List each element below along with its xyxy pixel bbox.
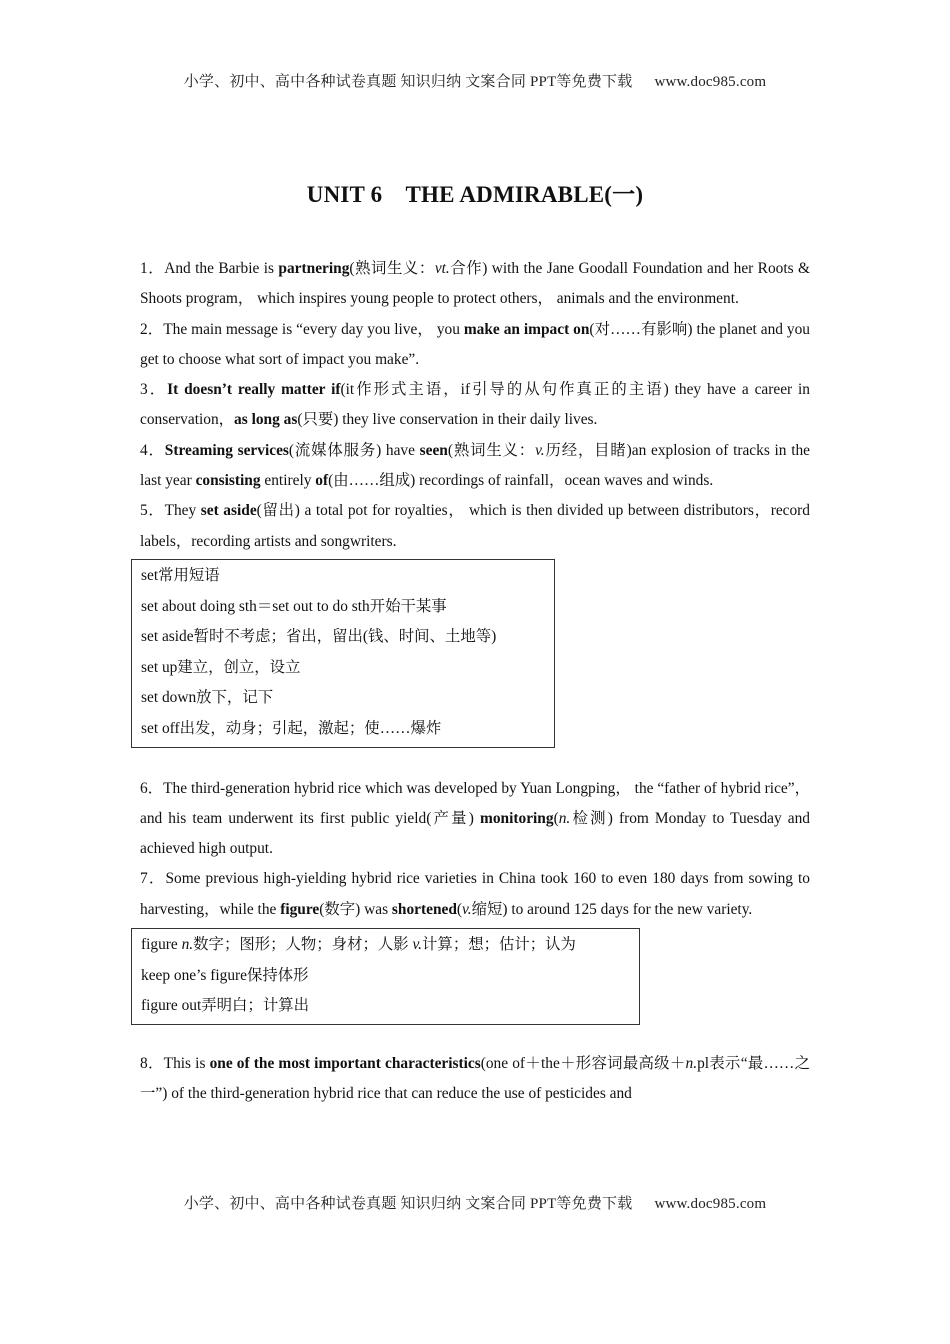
item-text: (数字) was: [319, 900, 392, 918]
item-text: The main message is “every day you live， you: [163, 320, 464, 338]
item-4: [140, 436, 810, 497]
item-number: 7．: [140, 870, 166, 888]
key-phrase: seen: [419, 441, 448, 459]
header-site: www.doc985.com: [654, 74, 767, 90]
item-text: 历经，目睹)an explosion of tracks in the last year: [140, 441, 810, 490]
item-text: (流媒体服务) have: [288, 441, 420, 459]
item-number: 1．: [140, 260, 165, 277]
item-number: 4．: [140, 441, 165, 459]
key-phrase: set aside: [200, 502, 257, 520]
item-number: 5．: [140, 502, 165, 520]
item-text: (one of＋the＋形容词最高级＋: [480, 1054, 686, 1072]
item-text: (熟词生义：: [447, 441, 536, 459]
item-text: (由……组成) recordings of rainfall，ocean waves and winds.: [328, 472, 714, 490]
key-phrase: one of the most important characteristics: [209, 1054, 481, 1072]
item-number: 6．: [140, 779, 164, 797]
item-text: This is: [163, 1054, 210, 1072]
item-text: v.: [535, 441, 545, 459]
item-text: (对……有影响) the planet and you get to choose what sort of impact you make”.: [140, 320, 810, 368]
page-title: UNIT 6 THE ADMIRABLE(一): [306, 182, 644, 207]
item-text: v.: [462, 900, 472, 918]
item-text: (: [553, 809, 559, 827]
key-phrase: It doesn’t really matter if: [167, 381, 341, 399]
item-text: (it作形式主语，if引导的从句作真正的主语) they have a career in conservation，: [140, 381, 810, 429]
item-text: 合作) with the Jane Goodall Foundation and her Roots & Shoots program， which inspires young people to protect others， animals and the environment.: [140, 260, 810, 308]
document-body: [140, 254, 810, 1109]
item-text: (只要) they live conservation in their daily lives.: [297, 411, 598, 429]
box-line: keep one’s figure保持体形: [141, 966, 309, 984]
item-text: n.: [685, 1054, 698, 1072]
item-text: They: [164, 502, 201, 520]
item-number: 2．: [140, 320, 164, 338]
item-text: (留出) a total pot for royalties， which is then divided up between distributors，record labels，recording artists and songwriters.: [140, 502, 811, 550]
key-phrase: monitoring: [480, 809, 554, 827]
key-phrase: partnering: [278, 260, 350, 277]
item-5: [140, 496, 810, 557]
header-text: 小学、初中、高中各种试卷真题 知识归纳 文案合同 PPT等免费下载: [183, 74, 633, 90]
key-phrase: of: [315, 472, 329, 490]
figure-phrases-box: [131, 928, 640, 1025]
box-line: set about doing sth＝set out to do sth开始干某事: [141, 597, 447, 615]
item-text: And the Barbie is: [164, 260, 279, 277]
box-line: set aside暂时不考虑；省出，留出(钱、时间、土地等): [141, 628, 497, 646]
item-text: n.: [558, 809, 571, 827]
key-phrase: make an impact on: [463, 320, 590, 338]
page-footer: [0, 1192, 950, 1213]
key-phrase: figure: [280, 900, 320, 918]
item-text: vt.: [434, 260, 450, 277]
item-number: 8．: [140, 1054, 164, 1072]
item-1: [140, 254, 810, 315]
item-7: [140, 864, 810, 925]
key-phrase: Streaming services: [164, 441, 289, 459]
page-header: [0, 70, 950, 91]
key-phrase: consisting: [195, 472, 261, 490]
item-text: 缩短) to around 125 days for the new variety.: [471, 900, 753, 918]
item-number: 3．: [140, 381, 168, 399]
item-6: [140, 774, 810, 865]
item-text: Some previous high-yielding hybrid rice varieties in China took 160 to even 180 days from sowing to harvesting，while the: [140, 870, 810, 918]
item-text: 检测) from Monday to Tuesday and achieved high output.: [140, 809, 810, 858]
key-phrase: as long as: [234, 411, 298, 429]
box-line: figure n.数字；图形；人物；身材；人影 v.计算；想；估计；认为: [141, 936, 576, 954]
item-text: The third-generation hybrid rice which was developed by Yuan Longping， the “father of hybrid rice”， and his team underwent its first public yield(产量): [140, 779, 810, 827]
box-line: set up建立，创立，设立: [141, 658, 301, 676]
item-text: pl表示“最……之一”) of the third-generation hybrid rice that can reduce the use of pesticides and: [140, 1054, 810, 1103]
item-8: [140, 1049, 810, 1110]
item-text: (熟词生义：: [349, 260, 435, 277]
box-line: set down放下，记下: [141, 689, 274, 707]
item-text: entirely: [260, 472, 316, 490]
item-text: (: [456, 900, 463, 918]
box-line: set off出发，动身；引起，激起；使……爆炸: [141, 719, 442, 737]
footer-site: www.doc985.com: [654, 1196, 767, 1212]
box-line: set常用短语: [141, 566, 220, 584]
footer-text: 小学、初中、高中各种试卷真题 知识归纳 文案合同 PPT等免费下载: [183, 1196, 633, 1212]
box-line: figure out弄明白；计算出: [141, 997, 309, 1015]
item-2: [140, 315, 810, 376]
key-phrase: shortened: [391, 900, 457, 918]
set-phrases-box: [131, 559, 555, 748]
item-3: [140, 375, 810, 436]
